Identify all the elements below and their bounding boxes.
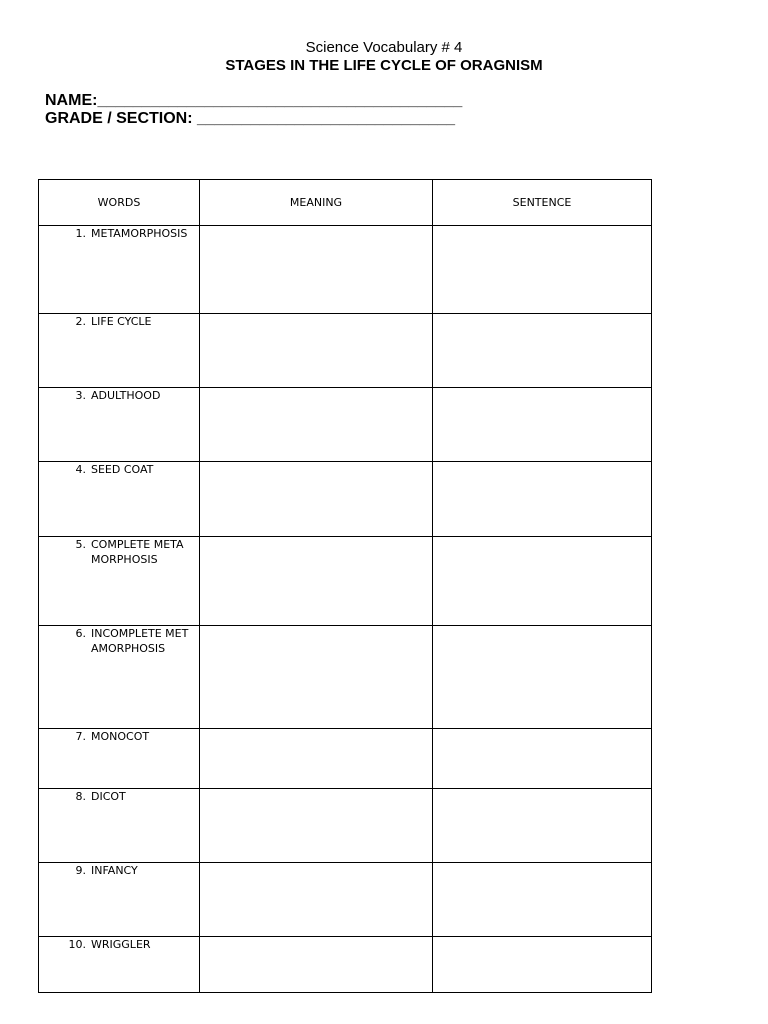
sentence-cell[interactable]: [433, 626, 652, 729]
meaning-cell[interactable]: [200, 314, 433, 388]
sentence-cell[interactable]: [433, 388, 652, 462]
word-number: 3.: [75, 389, 86, 402]
table-row: [39, 937, 652, 993]
word-text: ADULTHOOD: [91, 389, 161, 402]
sentence-cell[interactable]: [433, 789, 652, 863]
word-cell: [39, 863, 200, 937]
meaning-cell[interactable]: [200, 226, 433, 314]
word-text: INFANCY: [91, 864, 138, 877]
word-text: SEED COAT: [91, 463, 154, 476]
meaning-cell[interactable]: [200, 388, 433, 462]
word-text: DICOT: [91, 790, 126, 803]
meaning-cell[interactable]: [200, 626, 433, 729]
table-row: [39, 226, 652, 314]
word-cell: [39, 729, 200, 789]
word-number: 4.: [75, 463, 86, 476]
meaning-cell[interactable]: [200, 789, 433, 863]
document-header: [0, 39, 768, 75]
sentence-cell[interactable]: [433, 462, 652, 537]
vocabulary-table: [38, 179, 652, 993]
table-row: [39, 789, 652, 863]
document-title: Science Vocabulary # 4: [305, 39, 463, 56]
word-number: 9.: [75, 864, 86, 877]
table-row: [39, 863, 652, 937]
column-header-sentence: SENTENCE: [433, 180, 652, 226]
word-number: 7.: [75, 730, 86, 743]
table-row: [39, 388, 652, 462]
word-number: 1.: [75, 227, 86, 240]
meaning-cell[interactable]: [200, 462, 433, 537]
sentence-cell[interactable]: [433, 863, 652, 937]
table-row: [39, 626, 652, 729]
meaning-cell[interactable]: [200, 537, 433, 626]
word-cell: [39, 462, 200, 537]
table-header-row: [39, 180, 652, 226]
sentence-cell[interactable]: [433, 314, 652, 388]
document-subtitle: STAGES IN THE LIFE CYCLE OF ORAGNISM: [225, 57, 543, 74]
word-cell: [39, 537, 200, 626]
word-cell: [39, 937, 200, 993]
word-text: MONOCOT: [91, 730, 150, 743]
sentence-cell[interactable]: [433, 729, 652, 789]
word-cell: [39, 626, 200, 729]
table-row: [39, 462, 652, 537]
word-number: 10.: [68, 938, 86, 951]
word-cell: [39, 789, 200, 863]
word-text: INCOMPLETE METAMORPHOSIS: [91, 627, 189, 655]
meaning-cell[interactable]: [200, 863, 433, 937]
column-header-words: WORDS: [39, 180, 200, 226]
word-number: 6.: [75, 627, 86, 640]
word-text: COMPLETE METAMORPHOSIS: [91, 538, 184, 566]
word-number: 2.: [75, 315, 86, 328]
sentence-cell[interactable]: [433, 537, 652, 626]
word-cell: [39, 226, 200, 314]
sentence-cell[interactable]: [433, 937, 652, 993]
grade-section-field[interactable]: GRADE / SECTION: _____________________________: [45, 110, 456, 127]
word-number: 5.: [75, 538, 86, 551]
table-row: [39, 729, 652, 789]
meaning-cell[interactable]: [200, 729, 433, 789]
column-header-meaning: MEANING: [200, 180, 433, 226]
table-row: [39, 314, 652, 388]
meaning-cell[interactable]: [200, 937, 433, 993]
word-number: 8.: [75, 790, 86, 803]
sentence-cell[interactable]: [433, 226, 652, 314]
word-cell: [39, 314, 200, 388]
word-text: LIFE CYCLE: [91, 315, 152, 328]
name-field[interactable]: NAME:_________________________________________: [45, 92, 463, 109]
word-text: METAMORPHOSIS: [91, 227, 188, 240]
word-text: WRIGGLER: [91, 938, 151, 951]
word-cell: [39, 388, 200, 462]
table-row: [39, 537, 652, 626]
